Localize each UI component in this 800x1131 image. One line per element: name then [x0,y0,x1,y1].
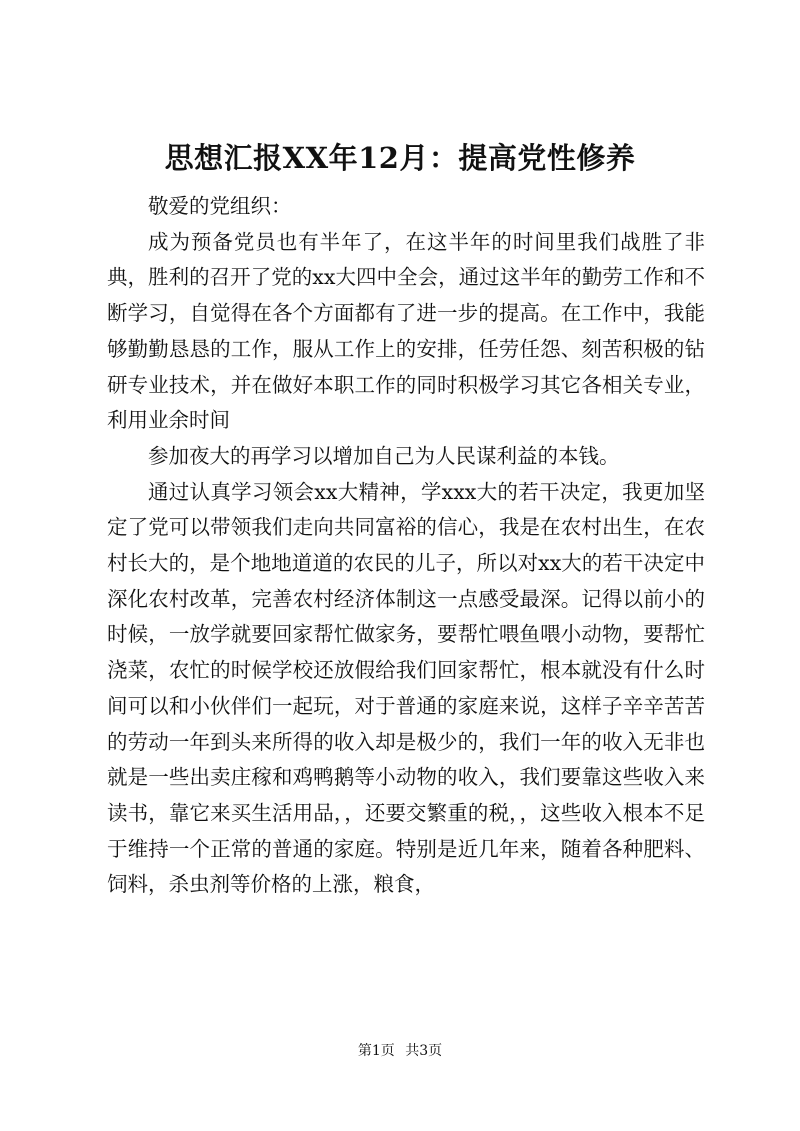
page-footer [0,1042,800,1060]
page-number: 第1页 [357,1043,395,1059]
salutation: 敬爱的党组织： [148,194,292,218]
paragraph-1: 成为预备党员也有半年了，在这半年的时间里我们战胜了非典，胜利的召开了党的xx大四中全会，通过这半年的勤劳工作和不断学习，自觉得在各个方面都有了进一步的提高。在工作中，我能够勤勤恳恳的工作，服从工作上的安排，任劳任怨、刻苦积极的钻研专业技术，并在做好本职工作的同时积极学习其它各相关专业，利用业余时间 [107,229,705,433]
paragraph-3: 通过认真学习领会xx大精神，学xxx大的若干决定，我更加坚定了党可以带领我们走向共同富裕的信心，我是在农村出生，在农村长大的，是个地地道道的农民的儿子，所以对xx大的若干决定中深化农村改革，完善农村经济体制这一点感受最深。记得以前小的时候，一放学就要回家帮忙做家务，要帮忙喂鱼喂小动物，要帮忙浇菜，农忙的时候学校还放假给我们回家帮忙，根本就没有什么时间可以和小伙伴们一起玩，对于普通的家庭来说，这样子辛辛苦苦的劳动一年到头来所得的收入却是极少的，我们一年的收入无非也就是一些出卖庄稼和鸡鸭鹅等小动物的收入，我们要靠这些收入来读书，靠它来买生活用品，，还要交繁重的税，，这些收入根本不足于维持一个正常的普通的家庭。特别是近几年来，随着各种肥料、饲料，杀虫剂等价格的上涨，粮食， [107,479,705,897]
document-title: 思想汇报XX年12月：提高党性修养 [164,141,636,175]
paragraph-2: 参加夜大的再学习以增加自己为人民谋利益的本钱。 [148,443,620,468]
document-body [107,189,705,903]
page-total: 共3页 [405,1043,443,1059]
